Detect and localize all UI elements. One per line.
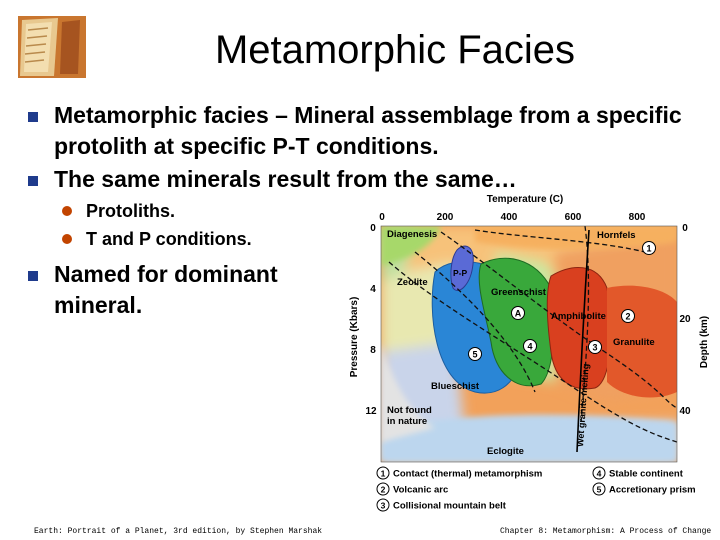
bullet-item bbox=[28, 164, 708, 195]
diagram-legend bbox=[377, 467, 696, 512]
bullet-item bbox=[28, 100, 708, 162]
facies-label-amphibolite: Amphibolite bbox=[551, 311, 606, 322]
svg-text:3: 3 bbox=[592, 342, 598, 353]
slide-title: Metamorphic Facies bbox=[214, 28, 576, 72]
facies-label-greenschist: Greenschist bbox=[491, 287, 546, 298]
facies-label-diagenesis: Diagenesis bbox=[387, 229, 438, 240]
marker-1 bbox=[643, 242, 656, 255]
marker-a bbox=[512, 307, 525, 320]
legend-item bbox=[377, 467, 542, 480]
facies-label-zeolite: Zeolite bbox=[397, 277, 428, 288]
svg-text:A: A bbox=[514, 308, 522, 319]
facies-label-pp: P-P bbox=[453, 268, 468, 278]
round-bullet-icon bbox=[62, 234, 72, 244]
pressure-axis-label: Pressure (Kbars) bbox=[349, 296, 360, 378]
marker-4 bbox=[524, 340, 537, 353]
legend-item bbox=[593, 467, 684, 480]
legend-item bbox=[377, 483, 448, 496]
svg-text:3: 3 bbox=[380, 500, 386, 511]
svg-text:5: 5 bbox=[596, 484, 602, 495]
depth-tick: 0 bbox=[682, 223, 688, 234]
svg-text:4: 4 bbox=[527, 341, 533, 352]
svg-text:Collisional mountain belt: Collisional mountain belt bbox=[393, 500, 506, 512]
marker-5 bbox=[469, 348, 482, 361]
marker-3 bbox=[589, 341, 602, 354]
wet-granite-melting-label: Wet granite melting bbox=[575, 363, 591, 448]
bullet-text: Metamorphic facies – Mineral assemblage from a specific protolith at specific P-T conditions. bbox=[54, 102, 682, 159]
not-found-label: in nature bbox=[387, 416, 428, 427]
sub-bullet-text: Protoliths. bbox=[86, 201, 175, 221]
facies-label-hornfels: Hornfels bbox=[597, 230, 636, 241]
pressure-tick: 4 bbox=[370, 284, 376, 295]
round-bullet-icon bbox=[62, 206, 72, 216]
temp-tick: 0 bbox=[379, 212, 385, 223]
svg-text:4: 4 bbox=[596, 468, 602, 479]
marker-2 bbox=[622, 310, 635, 323]
bullet-text: Named for dominant mineral. bbox=[54, 261, 278, 318]
temperature-axis-label: Temperature (C) bbox=[486, 194, 564, 205]
svg-text:Volcanic arc: Volcanic arc bbox=[393, 484, 449, 496]
bullet-text: The same minerals result from the same… bbox=[54, 166, 517, 192]
bullet-item bbox=[28, 259, 324, 321]
footer-chapter: Chapter 8: Metamorphism: A Process of Change bbox=[500, 527, 712, 536]
square-bullet-icon bbox=[28, 176, 38, 186]
rock-layers-logo bbox=[18, 16, 86, 78]
depth-axis-label: Depth (km) bbox=[699, 315, 710, 369]
pressure-tick: 0 bbox=[370, 223, 376, 234]
facies-label-blueschist: Blueschist bbox=[431, 381, 480, 392]
facies-label-granulite: Granulite bbox=[613, 337, 655, 348]
svg-text:2: 2 bbox=[625, 311, 631, 322]
svg-text:5: 5 bbox=[472, 349, 478, 360]
temp-tick: 800 bbox=[628, 212, 646, 223]
sub-bullet-text: T and P conditions. bbox=[86, 229, 252, 249]
square-bullet-icon bbox=[28, 112, 38, 122]
temp-tick: 200 bbox=[436, 212, 454, 223]
pressure-tick: 12 bbox=[365, 406, 377, 417]
svg-text:1: 1 bbox=[646, 243, 652, 254]
svg-text:Accretionary prism: Accretionary prism bbox=[609, 484, 696, 496]
footer-citation: Earth: Portrait of a Planet, 3rd edition, by Stephen Marshak bbox=[34, 527, 323, 536]
depth-tick: 40 bbox=[679, 406, 691, 417]
pressure-tick: 8 bbox=[370, 345, 376, 356]
depth-tick: 20 bbox=[679, 314, 691, 325]
legend-item bbox=[593, 483, 696, 496]
temp-tick: 400 bbox=[500, 212, 518, 223]
svg-text:1: 1 bbox=[380, 468, 386, 479]
svg-text:2: 2 bbox=[380, 484, 386, 495]
svg-text:Contact (thermal) metamorphism: Contact (thermal) metamorphism bbox=[393, 468, 543, 480]
legend-item bbox=[377, 499, 507, 512]
facies-label-eclogite: Eclogite bbox=[487, 446, 524, 457]
not-found-label: Not found bbox=[387, 405, 432, 416]
square-bullet-icon bbox=[28, 271, 38, 281]
svg-text:Stable continent: Stable continent bbox=[609, 468, 683, 480]
metamorphic-facies-diagram bbox=[345, 192, 715, 514]
temp-tick: 600 bbox=[564, 212, 582, 223]
